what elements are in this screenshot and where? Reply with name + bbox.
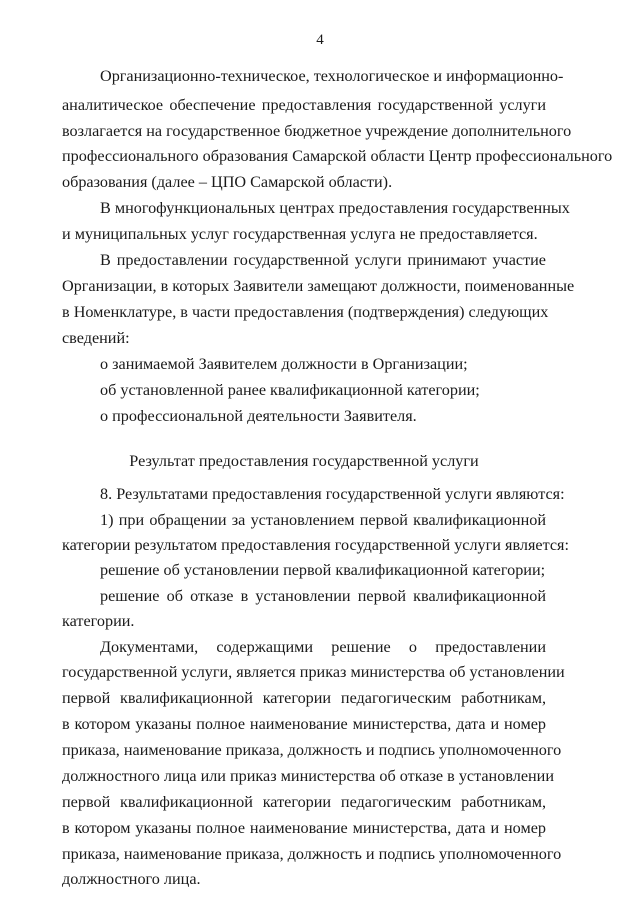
text-line: аналитическое обеспечение предоставления государственной услуги xyxy=(62,96,546,114)
text-line: 1) при обращении за установлением первой квалификационной xyxy=(100,511,546,529)
text-line: в Номенклатуре, в части предоставления (подтверждения) следующих xyxy=(62,303,549,321)
text-line: решение об установлении первой квалификационной категории; xyxy=(100,561,546,579)
text-line: В предоставлении государственной услуги принимают участие xyxy=(100,251,546,269)
text-line: В многофункциональных центрах предоставления государственных xyxy=(100,199,570,217)
text-line: о занимаемой Заявителем должности в Организации; xyxy=(100,355,468,373)
text-line: решение об отказе в установлении первой квалификационной xyxy=(100,587,546,605)
section-heading: Результат предоставления государственной услуги xyxy=(129,452,479,470)
text-line: о профессиональной деятельности Заявителя. xyxy=(100,407,417,425)
text-line: Организационно-техническое, технологическое и информационно- xyxy=(100,67,564,85)
text-line: Организации, в которых Заявители замещают должности, поименованные xyxy=(62,277,575,295)
text-line: государственной услуги, является приказ министерства об установлении xyxy=(62,663,565,681)
text-line: первой квалификационной категории педагогическим работникам, xyxy=(62,793,546,811)
text-line: приказа, наименование приказа, должность и подпись уполномоченного xyxy=(62,741,562,759)
text-line: в котором указаны полное наименование министерства, дата и номер xyxy=(62,819,546,837)
text-line: сведений: xyxy=(62,329,130,347)
text-line: и муниципальных услуг государственная услуга не предоставляется. xyxy=(62,225,538,243)
text-line: категории. xyxy=(62,612,135,630)
text-line: Документами, содержащими решение о предоставлении xyxy=(100,638,546,656)
text-line: 8. Результатами предоставления государственной услуги являются: xyxy=(100,485,565,503)
text-line: профессионального образования Самарской области Центр профессионального xyxy=(62,147,613,165)
text-line: первой квалификационной категории педагогическим работникам, xyxy=(62,689,546,707)
text-line: должностного лица или приказ министерства об отказе в установлении xyxy=(62,767,554,785)
text-line: категории результатом предоставления государственной услуги является: xyxy=(62,536,569,554)
text-line: образования (далее – ЦПО Самарской области). xyxy=(62,173,393,191)
text-line: возлагается на государственное бюджетное учреждение дополнительного xyxy=(62,122,572,140)
page-number: 4 xyxy=(316,32,324,48)
text-line: об установленной ранее квалификационной категории; xyxy=(100,381,480,399)
text-line: в котором указаны полное наименование министерства, дата и номер xyxy=(62,715,546,733)
text-line: должностного лица. xyxy=(62,870,201,888)
text-line: приказа, наименование приказа, должность и подпись уполномоченного xyxy=(62,845,562,863)
